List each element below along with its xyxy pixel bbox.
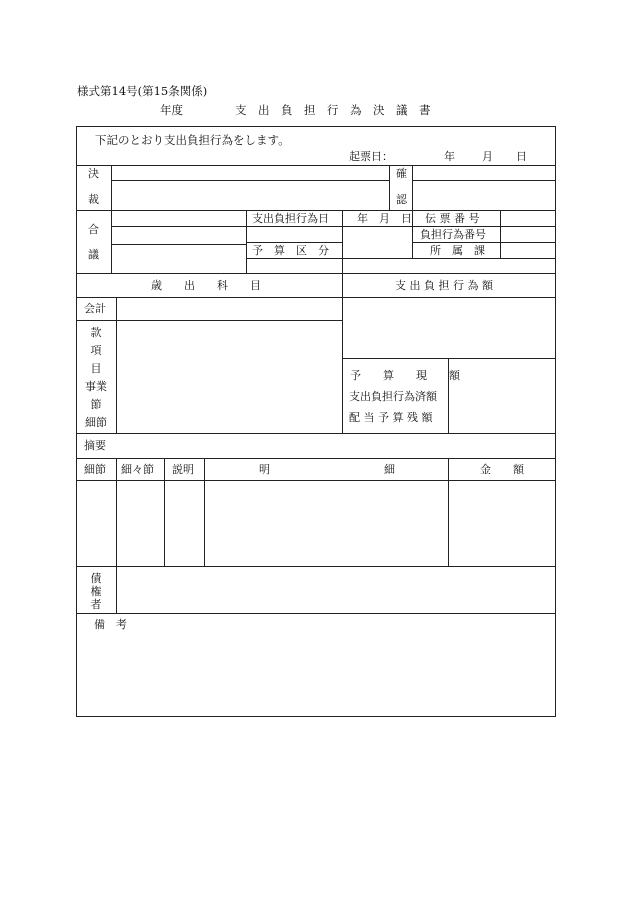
budget-current-label: 予 算 現 額	[350, 369, 460, 382]
creditor-label-3: 者	[90, 598, 102, 611]
fiscal-year-label: 年度	[160, 103, 183, 117]
account-label: 会計	[84, 302, 106, 315]
intro-statement: 下記のとおり支出負担行為をします。	[95, 133, 290, 147]
confirm-label-1: 確	[396, 167, 407, 180]
summary-label: 摘要	[84, 439, 106, 452]
consult-label-1: 合	[88, 223, 99, 236]
form-number: 様式第14号(第15条関係)	[77, 84, 208, 98]
act-date-ymd: 年 月 日	[357, 212, 412, 225]
act-number-label: 負担行為番号	[420, 228, 486, 241]
hierarchy-label-jigyou: 事業	[85, 380, 107, 393]
commitment-amount-label: 支 出 負 担 行 為 額	[395, 279, 493, 292]
detail-col-detail-2: 細	[384, 463, 395, 476]
hierarchy-label-kou: 項	[90, 344, 102, 357]
remarks-label: 備 考	[94, 618, 127, 631]
budget-class-label: 予 算 区 分	[252, 244, 329, 257]
confirm-label-2: 認	[396, 193, 407, 206]
creditor-label-1: 債	[90, 572, 102, 585]
committed-amount-label: 支出負担行為済額	[349, 390, 437, 403]
decision-label-1: 決	[88, 167, 99, 180]
act-date-label: 支出負担行為日	[252, 212, 329, 225]
consult-label-2: 議	[88, 248, 99, 261]
detail-col-detail-1: 明	[259, 463, 270, 476]
draft-date-year: 年	[444, 150, 455, 163]
detail-col-amount: 金 額	[480, 463, 524, 476]
department-label: 所 属 課	[430, 244, 485, 257]
expenditure-items-label: 歳 出 科 目	[151, 279, 261, 292]
decision-label-2: 裁	[88, 193, 99, 206]
remaining-budget-label: 配 当 予 算 残 額	[349, 411, 433, 424]
detail-col-sub-section: 細節	[84, 463, 106, 476]
draft-date-month: 月	[482, 150, 493, 163]
hierarchy-label-saisetsu: 細節	[85, 416, 107, 429]
slip-number-label: 伝 票 番 号	[425, 212, 480, 225]
detail-col-sub-sub-section: 細々節	[121, 463, 154, 476]
document-title: 支 出 負 担 行 為 決 議 書	[235, 103, 431, 117]
hierarchy-label-moku: 目	[90, 362, 102, 375]
detail-col-explanation: 説明	[172, 463, 194, 476]
draft-date-label: 起票日：	[349, 150, 393, 163]
hierarchy-label-kan: 款	[90, 326, 102, 339]
creditor-label-2: 権	[90, 585, 102, 598]
draft-date-day: 日	[516, 150, 527, 163]
hierarchy-label-setsu: 節	[90, 398, 102, 411]
